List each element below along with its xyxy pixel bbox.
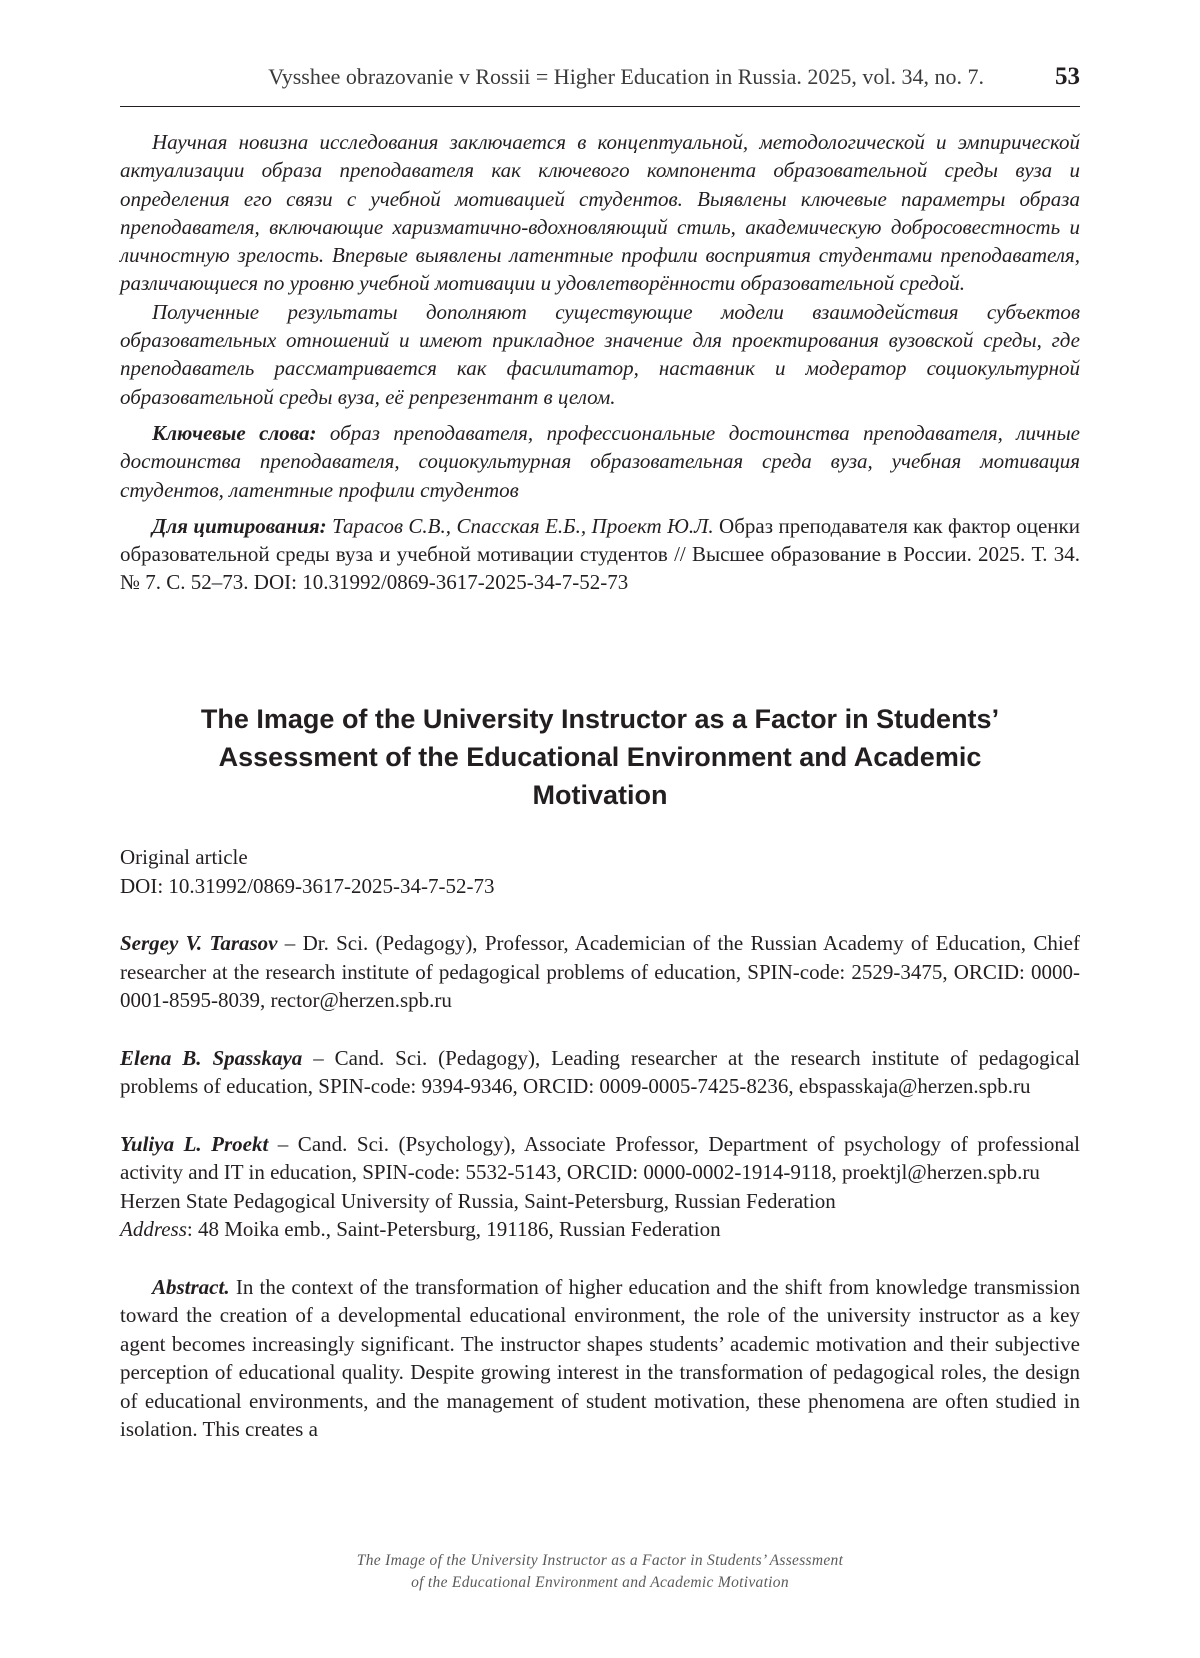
footer-line-1: The Image of the University Instructor as a Factor in Students’ Assessment xyxy=(356,1552,844,1569)
journal-title: Vysshee obrazovanie v Rossii = Higher Education in Russia. 2025, vol. 34, no. 7. xyxy=(268,64,984,89)
abstract-label: Abstract. xyxy=(152,1274,230,1299)
author-tarasov xyxy=(120,929,1080,1015)
author-name: Elena B. Spasskaya xyxy=(120,1045,303,1070)
page-number: 53 xyxy=(1055,63,1080,90)
author-info: – Cand. Sci. (Pedagogy), Leading researcher at the research institute of pedagogical problems of education, SPIN-code: 9394-9346, ORCID: 0009-0005-7425-8236, ebspasskaja@herzen.spb.ru xyxy=(120,1045,1080,1098)
affiliation: Herzen State Pedagogical University of Russia, Saint-Petersburg, Russian Federation xyxy=(120,1188,836,1213)
abstract-paragraph xyxy=(120,1273,1080,1444)
title-line-3: Motivation xyxy=(532,780,668,810)
english-metadata xyxy=(120,843,1080,1444)
title-line-1: The Image of the University Instructor as a Factor in Students’ xyxy=(200,704,1000,734)
address-text: : 48 Moika emb., Saint-Petersburg, 191186, Russian Federation xyxy=(186,1217,721,1241)
running-header xyxy=(120,62,1080,107)
running-footer xyxy=(120,1550,1080,1594)
citation-paragraph xyxy=(120,512,1080,597)
citation-text: Образ преподавателя как фактор оценки образовательной среды вуза и учебной мотивации студентов // Высшее образование в России. 2025. Т. 34. № 7. С. 52–73. DOI: 10.31992/0869-3617-2025-34-7-52-73 xyxy=(120,513,1080,595)
author-info: – Dr. Sci. (Pedagogy), Professor, Academician of the Russian Academy of Education, Chief researcher at the research institute of pedagogical problems of education, SPIN-code: 2529-3475, ORCID: 0000-0001-8595-8039, rector@herzen.spb.ru xyxy=(120,931,1080,1012)
citation-authors: Тарасов С.В., Спасская Е.Б., Проект Ю.Л. xyxy=(326,513,714,538)
article-title xyxy=(120,700,1080,814)
article-doi: DOI: 10.31992/0869-3617-2025-34-7-52-73 xyxy=(120,873,495,898)
abstract-text: In the context of the transformation of higher education and the shift from knowledge transmission toward the creation of a developmental educational environment, the role of the university instructor as a key agent becomes increasingly significant. The instructor shapes students’ academic motivation and their subjective perception of educational quality. Despite growing interest in the transformation of pedagogical roles, the design of educational environments, and the management of student motivation, these phenomena are often studied in isolation. This creates a xyxy=(120,1274,1080,1441)
author-info: – Cand. Sci. (Psychology), Associate Professor, Department of psychology of professional activity and IT in education, SPIN-code: 5532-5143, ORCID: 0000-0002-1914-9118, proektjl@herzen.spb.ru xyxy=(120,1131,1081,1184)
results-paragraph: Полученные результаты дополняют существующие модели взаимодействия субъектов образовательных отношений и имеют прикладное значение для проектирования вузовской среды, где преподаватель рассматривается как фасилитатор, наставник и модератор социокультурной образовательной среды вуза, её репрезентант в целом. xyxy=(120,299,1080,409)
author-proekt xyxy=(120,1130,1080,1244)
address-label: Address xyxy=(120,1217,187,1241)
keywords-paragraph xyxy=(120,419,1080,504)
address-line xyxy=(120,1215,1080,1244)
article-type: Original article xyxy=(120,845,248,869)
novelty-paragraph: Научная новизна исследования заключается в концептуальной, методологической и эмпирической актуализации образа преподавателя как ключевого компонента образовательной среды вуза и определения его связи с учебной мотивацией студентов. Выявлены ключевые параметры образа преподавателя, включающие харизматично-вдохновляющий стиль, академическую добросовестность и личностную зрелость. Впервые выявлены латентные профили восприятия студентами преподавателя, различающиеся по уровню учебной мотивации и удовлетворённости образовательной средой. xyxy=(120,130,1080,296)
author-name: Sergey V. Tarasov xyxy=(120,931,278,955)
footer-line-2: of the Educational Environment and Academic Motivation xyxy=(411,1574,789,1591)
citation-label: Для цитирования: xyxy=(152,513,327,538)
keywords-text: образ преподавателя, профессиональные достоинства преподавателя, личные достоинства преподавателя, социокультурная образовательная среда вуза, учебная мотивация студентов, латентные профили студентов xyxy=(120,420,1080,502)
article-info xyxy=(120,843,1080,900)
author-name: Yuliya L. Proekt xyxy=(120,1131,269,1156)
author-spasskaya xyxy=(120,1044,1080,1101)
title-line-2: Assessment of the Educational Environment and Academic xyxy=(218,742,982,772)
russian-summary xyxy=(120,128,1080,597)
keywords-label: Ключевые слова: xyxy=(152,420,317,445)
